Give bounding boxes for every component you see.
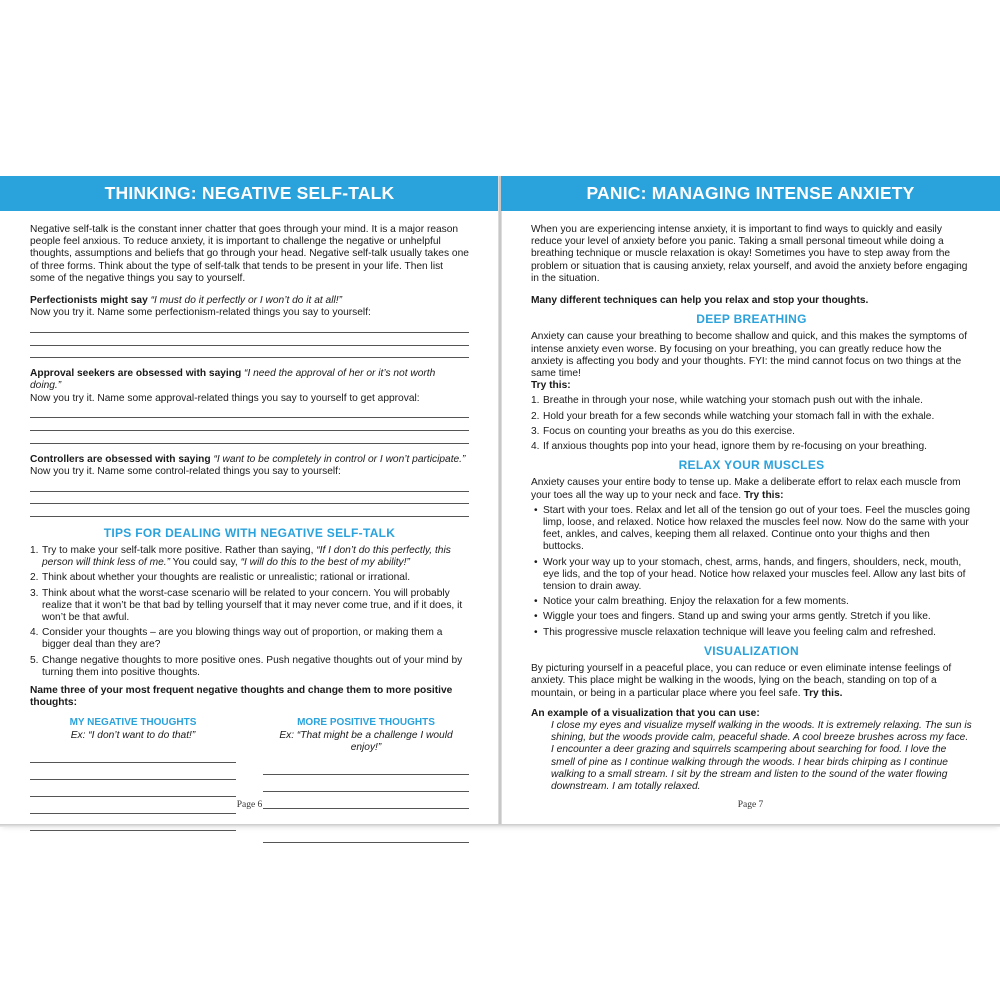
negative-thoughts-column	[30, 717, 236, 843]
controllers-prompt: Now you try it. Name some control-related things you say to yourself:	[30, 465, 341, 477]
write-line[interactable]	[30, 479, 469, 492]
write-line[interactable]	[30, 418, 469, 431]
tip-item: 5. Change negative thoughts to more positive ones. Push negative thoughts out of your mind by turning them into positive thoughts.	[30, 654, 463, 678]
visualization-example-heading: An example of a visualization that you can use:	[531, 707, 760, 719]
positive-thoughts-column	[263, 717, 469, 843]
relax-muscles-steps	[531, 505, 972, 639]
deep-breathing-try: Try this:	[531, 380, 571, 392]
visualization-intro: By picturing yourself in a peaceful place, you can reduce or even eliminate intense feelings of anxiety. This place might be walking in the woods, lying on the beach, standing on top of a mountain, or being in a particular place where you feel safe. Try this.	[531, 663, 952, 699]
breathing-step: 3. Focus on counting your breaths as you do this exercise.	[531, 425, 795, 437]
negative-thoughts-heading: MY NEGATIVE THOUGHTS	[69, 717, 197, 729]
positive-thoughts-example: Ex: “That might be a challenge I would enjoy!”	[279, 729, 453, 753]
approval-lines[interactable]	[30, 406, 469, 444]
write-line[interactable]	[30, 746, 236, 763]
relax-muscles-intro: Anxiety causes your entire body to tense up. Make a deliberate effort to relax each muscle from your toes all the way up to your neck and face. Try this:	[531, 477, 961, 501]
controllers-block	[30, 454, 469, 517]
left-page-title: THINKING: NEGATIVE SELF-TALK	[0, 176, 499, 211]
negative-thoughts-example: Ex: “I don’t want to do that!”	[70, 729, 196, 741]
write-line[interactable]	[30, 763, 236, 780]
right-intro: When you are experiencing intense anxiety, it is important to find ways to quickly and easily reduce your level of anxiety before you panic. Taking a small personal timeout while doing a breathing technique or muscle relaxation is okay! Sometimes you have to step away from the problem or situation that is causing anxiety, relax yourself, and avoid the anxiety before engaging in the situation.	[531, 224, 968, 284]
write-line[interactable]	[263, 826, 469, 843]
perfectionists-block	[30, 295, 469, 358]
perfectionists-lines[interactable]	[30, 320, 469, 358]
thoughts-columns	[30, 717, 469, 843]
tips-list	[30, 545, 469, 679]
write-line[interactable]	[263, 809, 469, 826]
controllers-lines[interactable]	[30, 479, 469, 517]
perfectionists-prompt: Now you try it. Name some perfectionism-related things you say to yourself:	[30, 307, 371, 319]
positive-thoughts-heading: MORE POSITIVE THOUGHTS	[297, 717, 435, 729]
left-page-number: Page 6	[236, 800, 263, 810]
write-line[interactable]	[263, 758, 469, 775]
breathing-step: 2. Hold your breath for a few seconds while watching your stomach fall in with the exhale.	[531, 410, 935, 422]
tip-item: 1. Try to make your self-talk more positive. Rather than saying, “If I don’t do this perfectly, this person will think less of me.” You could say, “I will do this to the best of my ability!”	[30, 544, 451, 569]
page-left	[0, 176, 499, 824]
relax-muscles-title: RELAX YOUR MUSCLES	[678, 458, 825, 473]
techniques-statement: Many different techniques can help you relax and stop your thoughts.	[531, 295, 869, 307]
approval-prompt: Now you try it. Name some approval-related things you say to yourself to get approval:	[30, 392, 420, 404]
relax-step: • Start with your toes. Relax and let all of the tension go out of your toes. Feel the muscles going limp, loose, and relaxed. Notice how relaxed the muscles feel now. Now do the same with your feet, ankles, and calves, keeping them all relaxed. Continue onto your thighs and then buttocks.	[534, 504, 970, 553]
right-page-number: Page 7	[737, 800, 764, 810]
approval-heading: Approval seekers are obsessed with saying “I need the approval of her or it’s not worth doing.”	[30, 368, 436, 392]
tip-item: 3. Think about what the worst-case scenario will be related to your concern. You will probably realize that it won’t be that bad by telling yourself that it may never come true, and if it does, it won’t be that awful.	[30, 587, 463, 623]
visualization-example: I close my eyes and visualize myself walking in the woods. It is extremely relaxing. The sun is shining, but the woods provide calm, peaceful shade. A cool breeze brushes across my face. I encounter a deer grazing and squirrels scampering about searching for food. I love the smell of pine as I continue walking through the woods. I hear birds chirping as I continue walking to a small stream. I sit by the stream and listen to the sound of the water flowing downstream. I am totally relaxed.	[551, 719, 972, 792]
tip-item: 4. Consider your thoughts – are you blowing things way out of proportion, or making them a bigger deal than they are?	[30, 627, 443, 651]
write-line[interactable]	[30, 431, 469, 444]
relax-step: • This progressive muscle relaxation technique will leave you feeling calm and refreshed.	[534, 626, 936, 638]
perfectionists-heading: Perfectionists might say “I must do it perfectly or I won’t do it at all!”	[30, 295, 342, 307]
approval-block	[30, 368, 469, 443]
page-right	[501, 176, 1000, 824]
left-intro: Negative self-talk is the constant inner chatter that goes through your mind. It is a major reason people feel anxious. To reduce anxiety, it is important to challenge the negative or unhelpful thoughts, assumptions and beliefs that go through your head. Negative self-talk usually takes one of three forms. Think about the type of self-talk that tends to be present in your life. Then list some of the negative things you say to yourself.	[30, 224, 469, 284]
deep-breathing-title: DEEP BREATHING	[696, 312, 807, 327]
name-three-prompt: Name three of your most frequent negative thoughts and change them to more positive thoughts:	[30, 685, 453, 709]
controllers-heading: Controllers are obsessed with saying “I want to be completely in control or I won’t participate.”	[30, 453, 466, 465]
tip-item: 2. Think about whether your thoughts are realistic or unrealistic; rational or irrational.	[30, 572, 411, 584]
write-line[interactable]	[30, 320, 469, 333]
write-line[interactable]	[30, 814, 236, 831]
relax-step: • Wiggle your toes and fingers. Stand up and swing your arms gently. Stretch if you like.	[534, 611, 931, 623]
write-line[interactable]	[30, 333, 469, 346]
relax-step: • Work your way up to your stomach, chest, arms, hands, and fingers, shoulders, neck, mouth, eye lids, and the top of your head. Notice how relaxed your muscles feel. Allow any last bits of tension to drain away.	[534, 556, 966, 593]
write-line[interactable]	[30, 780, 236, 797]
visualization-title: VISUALIZATION	[703, 643, 799, 658]
right-page-title: PANIC: MANAGING INTENSE ANXIETY	[501, 176, 1000, 211]
left-content	[30, 224, 469, 843]
write-line[interactable]	[30, 346, 469, 359]
breathing-step: 1. Breathe in through your nose, while watching your stomach push out with the inhale.	[531, 395, 923, 407]
write-line[interactable]	[30, 406, 469, 419]
write-line[interactable]	[30, 492, 469, 505]
right-content	[531, 224, 972, 793]
write-line[interactable]	[263, 775, 469, 792]
workbook-spread	[0, 176, 1000, 824]
write-line[interactable]	[30, 504, 469, 517]
breathing-step: 4. If anxious thoughts pop into your head, ignore them by re-focusing on your breathing.	[531, 441, 927, 453]
relax-step: • Notice your calm breathing. Enjoy the relaxation for a few moments.	[534, 596, 849, 608]
deep-breathing-intro: Anxiety can cause your breathing to become shallow and quick, and this makes the symptoms of intense anxiety even worse. By focusing on your breathing, you can greatly reduce how the anxiety is affecting you body and your thoughts. FYI: the mind cannot focus on two things at the same time!	[531, 331, 968, 380]
tips-title: TIPS FOR DEALING WITH NEGATIVE SELF-TALK	[103, 525, 396, 540]
deep-breathing-steps	[531, 395, 972, 453]
